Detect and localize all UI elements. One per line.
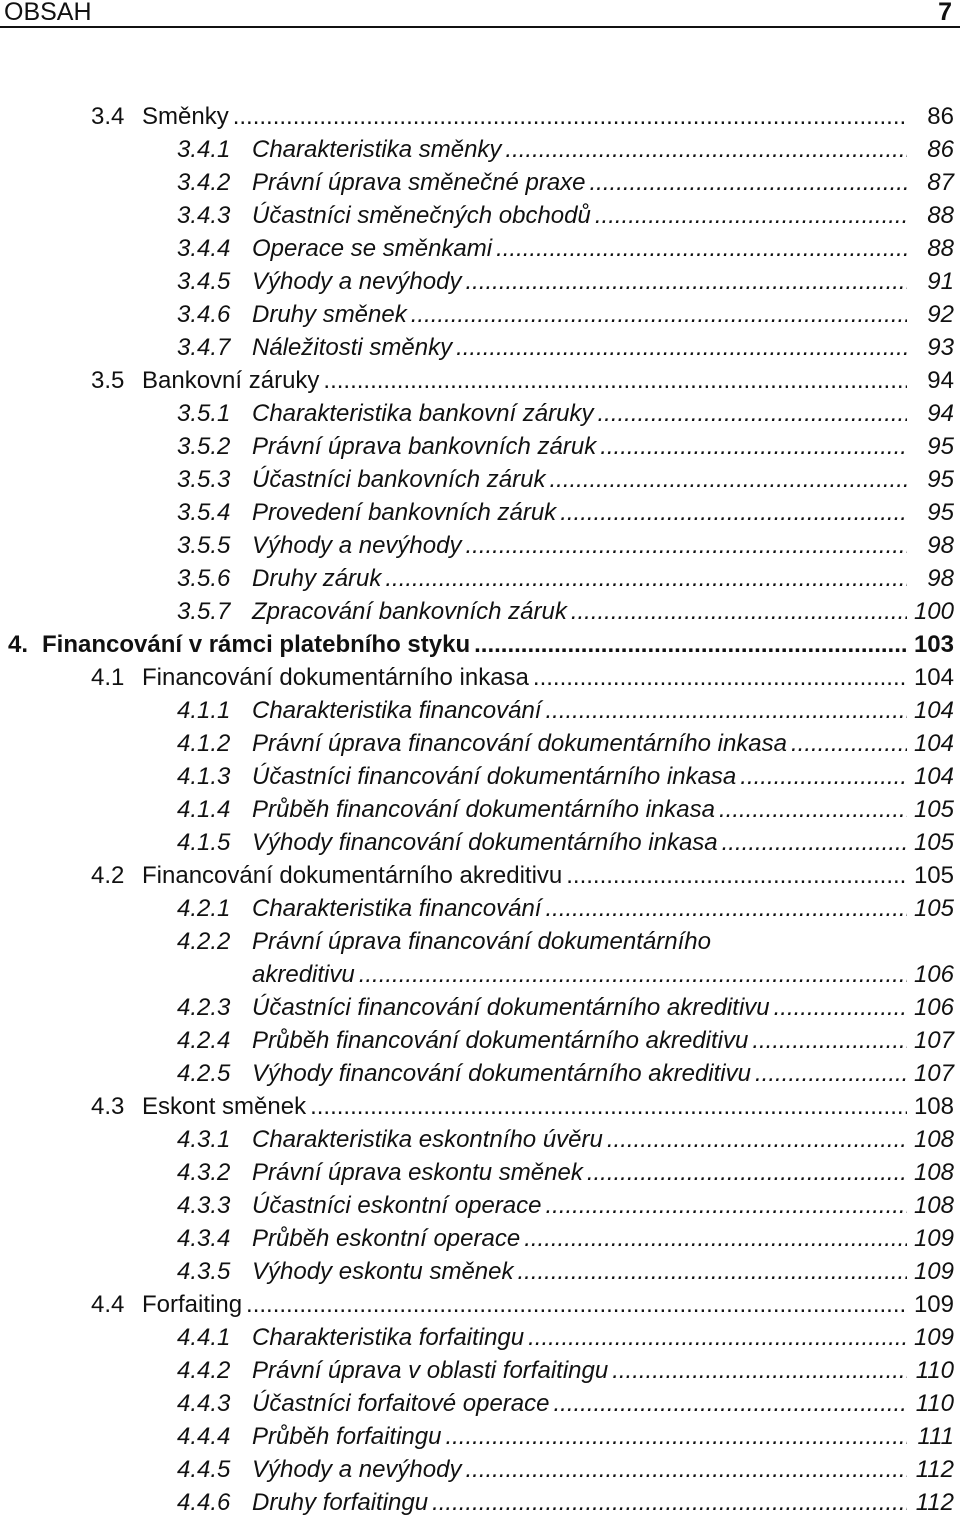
dot-leader	[445, 1420, 907, 1453]
toc-entry-number: 4.3.4	[177, 1225, 231, 1252]
toc-entry[interactable]	[177, 562, 954, 595]
toc-entry-page: 105	[913, 796, 954, 823]
dot-leader	[465, 529, 907, 562]
toc-entry[interactable]	[177, 925, 954, 958]
toc-entry-title: akreditivu	[252, 961, 355, 988]
toc-entry[interactable]	[177, 958, 954, 991]
toc-entry-title: Účastníci eskontní operace	[252, 1192, 542, 1219]
toc-entry-page: 95	[927, 466, 954, 493]
toc-entry-number: 4.2.4	[177, 1027, 231, 1054]
toc-entry-number: 3.4.2	[177, 169, 231, 196]
toc-entry-title: Účastníci směnečných obchodů	[252, 202, 591, 229]
toc-entry-page: 88	[927, 235, 954, 262]
dot-leader	[533, 661, 907, 694]
toc-entry-number: 3.5.2	[177, 433, 231, 460]
toc-entry-title: Bankovní záruky	[142, 367, 320, 394]
toc-entry-title: Průběh financování dokumentárního akreditivu	[252, 1027, 749, 1054]
toc-entry-title: Eskont směnek	[142, 1093, 307, 1120]
toc-entry-page: 109	[913, 1291, 954, 1318]
toc-entry-page: 108	[913, 1159, 954, 1186]
toc-entry-number: 4.1.3	[177, 763, 231, 790]
toc-entry-number: 3.5.1	[177, 400, 231, 427]
toc-entry[interactable]	[177, 1354, 954, 1387]
toc-entry-number: 4.4	[91, 1291, 125, 1318]
toc-entry-page: 105	[913, 895, 954, 922]
toc-entry-page: 95	[927, 499, 954, 526]
toc-entry-number: 4.3.1	[177, 1126, 231, 1153]
dot-leader	[456, 331, 907, 364]
dot-leader	[549, 463, 907, 496]
toc-entry[interactable]	[177, 463, 954, 496]
toc-entry-page: 108	[913, 1126, 954, 1153]
toc-entry-title: Průběh forfaitingu	[252, 1423, 442, 1450]
toc-entry[interactable]	[91, 1090, 954, 1123]
toc-entry[interactable]	[177, 595, 954, 628]
toc-entry-page: 108	[913, 1093, 954, 1120]
toc-entry[interactable]	[177, 397, 954, 430]
toc-entry-page: 112	[915, 1489, 954, 1516]
toc-entry-page: 100	[913, 598, 954, 625]
dot-leader	[595, 199, 907, 232]
dot-leader	[528, 1321, 907, 1354]
toc-entry-number: 3.5.4	[177, 499, 231, 526]
toc-entry[interactable]	[177, 1420, 954, 1453]
toc-entry-title: Charakteristika bankovní záruky	[252, 400, 594, 427]
dot-leader	[474, 628, 907, 661]
toc-entry-number: 3.4.7	[177, 334, 231, 361]
toc-entry-page: 106	[913, 961, 954, 988]
dot-leader	[496, 232, 907, 265]
toc-entry[interactable]	[177, 496, 954, 529]
dot-leader	[566, 859, 907, 892]
toc-entry-number: 4.1.1	[177, 697, 231, 724]
toc-entry-title: Právní úprava směnečné praxe	[252, 169, 586, 196]
toc-entry[interactable]	[177, 793, 954, 826]
toc-entry-page: 110	[915, 1357, 954, 1384]
dot-leader	[774, 991, 907, 1024]
toc-entry-page: 104	[913, 763, 954, 790]
dot-leader	[755, 1057, 907, 1090]
toc-entry-number: 4.2.3	[177, 994, 231, 1021]
toc-entry-title: Charakteristika směnky	[252, 136, 502, 163]
dot-leader	[546, 1189, 908, 1222]
toc-entry-title: Výhody a nevýhody	[252, 1456, 462, 1483]
toc-entry-number: 4.4.3	[177, 1390, 231, 1417]
toc-entry-page: 88	[927, 202, 954, 229]
toc-entry-title: Druhy směnek	[252, 301, 407, 328]
dot-leader	[553, 1387, 907, 1420]
toc-entry-number: 4.4.4	[177, 1423, 231, 1450]
toc-entry-title: Průběh eskontní operace	[252, 1225, 521, 1252]
chapter-title: OBSAH	[4, 0, 92, 26]
toc-entry-page: 104	[913, 664, 954, 691]
toc-entry-title: Účastníci forfaitové operace	[252, 1390, 550, 1417]
toc-entry-page: 104	[913, 697, 954, 724]
toc-entry[interactable]	[177, 529, 954, 562]
toc-entry[interactable]	[8, 628, 954, 661]
toc-entry[interactable]	[177, 298, 954, 331]
toc-entry-title: Provedení bankovních záruk	[252, 499, 557, 526]
toc-entry-number: 3.4.1	[177, 136, 231, 163]
toc-entry-page: 93	[927, 334, 954, 361]
toc-entry[interactable]	[177, 1156, 954, 1189]
dot-leader	[571, 595, 907, 628]
toc-entry[interactable]	[91, 364, 954, 397]
toc-entry-title: Účastníci financování dokumentárního akreditivu	[252, 994, 770, 1021]
dot-leader	[432, 1486, 907, 1519]
toc-entry-number: 4.2	[91, 862, 125, 889]
toc-entry-title: Průběh financování dokumentárního inkasa	[252, 796, 715, 823]
toc-entry-page: 92	[927, 301, 954, 328]
toc-entry[interactable]	[177, 1255, 954, 1288]
dot-leader	[791, 727, 907, 760]
toc-entry-page: 109	[913, 1225, 954, 1252]
toc-entry-title: Výhody financování dokumentárního inkasa	[252, 829, 718, 856]
toc-entry-number: 4.	[8, 631, 29, 658]
toc-entry-number: 4.1.4	[177, 796, 231, 823]
toc-entry-number: 4.1.5	[177, 829, 231, 856]
dot-leader	[752, 1024, 907, 1057]
dot-leader	[612, 1354, 907, 1387]
toc-entry[interactable]	[177, 1387, 954, 1420]
toc-entry-title: Charakteristika forfaitingu	[252, 1324, 525, 1351]
toc-entry-number: 4.2.2	[177, 928, 231, 955]
dot-leader	[465, 265, 907, 298]
toc-entry-title: Právní úprava bankovních záruk	[252, 433, 597, 460]
toc-entry[interactable]	[177, 1486, 954, 1519]
toc-entry-number: 3.5.6	[177, 565, 231, 592]
toc-entry-page: 94	[927, 400, 954, 427]
toc-entry[interactable]	[177, 991, 954, 1024]
toc-entry-page: 109	[913, 1324, 954, 1351]
toc-entry-page: 107	[913, 1027, 954, 1054]
toc-entry[interactable]	[177, 232, 954, 265]
toc-entry-title: Směnky	[142, 103, 229, 130]
toc-entry-number: 4.2.1	[177, 895, 231, 922]
toc-entry-title: Zpracování bankovních záruk	[252, 598, 567, 625]
toc-entry-title: Charakteristika eskontního úvěru	[252, 1126, 603, 1153]
dot-leader	[411, 298, 907, 331]
toc-entry-page: 110	[915, 1390, 954, 1417]
dot-leader	[722, 826, 907, 859]
toc-entry-page: 98	[927, 565, 954, 592]
dot-leader	[233, 100, 907, 133]
toc-entry-page: 112	[915, 1456, 954, 1483]
toc-entry-number: 4.4.2	[177, 1357, 231, 1384]
toc-entry-page: 109	[913, 1258, 954, 1285]
toc-entry[interactable]	[91, 1288, 954, 1321]
toc-entry-number: 3.5.7	[177, 598, 231, 625]
toc-entry-number: 4.1	[91, 664, 125, 691]
toc-entry-title: Výhody a nevýhody	[252, 268, 462, 295]
toc-entry-number: 3.5.5	[177, 532, 231, 559]
toc-entry-title: Druhy záruk	[252, 565, 382, 592]
toc-entry-number: 4.4.1	[177, 1324, 231, 1351]
toc-entry-number: 4.3.2	[177, 1159, 231, 1186]
toc-entry-title: Účastníci bankovních záruk	[252, 466, 546, 493]
toc-entry-number: 3.4.6	[177, 301, 231, 328]
toc-entry[interactable]	[177, 331, 954, 364]
toc-entry-number: 4.4.6	[177, 1489, 231, 1516]
toc-entry-title: Náležitosti směnky	[252, 334, 453, 361]
toc-entry-title: Výhody a nevýhody	[252, 532, 462, 559]
toc-entry-title: Financování dokumentárního inkasa	[142, 664, 529, 691]
toc-entry-title: Charakteristika financování	[252, 895, 542, 922]
toc-entry-page: 108	[913, 1192, 954, 1219]
toc-entry-page: 104	[913, 730, 954, 757]
toc-entry-page: 106	[913, 994, 954, 1021]
toc-entry-number: 4.3	[91, 1093, 125, 1120]
dot-leader	[740, 760, 907, 793]
dot-leader	[587, 1156, 907, 1189]
toc-entry[interactable]	[177, 1123, 954, 1156]
toc-entry-page: 86	[927, 136, 954, 163]
toc-entry[interactable]	[177, 265, 954, 298]
dot-leader	[385, 562, 907, 595]
dot-leader	[560, 496, 907, 529]
toc-entry-number: 3.4	[91, 103, 125, 130]
toc-entry[interactable]	[177, 1057, 954, 1090]
toc-entry-page: 87	[927, 169, 954, 196]
toc-entry-page: 103	[913, 631, 954, 658]
toc-entry[interactable]	[177, 1024, 954, 1057]
toc-entry[interactable]	[177, 892, 954, 925]
toc-entry[interactable]	[177, 133, 954, 166]
toc-entry-number: 3.4.3	[177, 202, 231, 229]
toc-entry[interactable]	[177, 694, 954, 727]
toc-entry-title: Druhy forfaitingu	[252, 1489, 429, 1516]
toc-entry-number: 4.3.5	[177, 1258, 231, 1285]
dot-leader	[310, 1090, 907, 1123]
toc-entry-number: 4.2.5	[177, 1060, 231, 1087]
toc-entry-number: 3.4.4	[177, 235, 231, 262]
dot-leader	[597, 397, 907, 430]
toc-entry-number: 4.3.3	[177, 1192, 231, 1219]
toc-entry-number: 4.4.5	[177, 1456, 231, 1483]
dot-leader	[465, 1453, 907, 1486]
dot-leader	[719, 793, 907, 826]
toc-entry[interactable]	[177, 166, 954, 199]
toc-entry-page: 91	[927, 268, 954, 295]
toc-entry-title: Právní úprava v oblasti forfaitingu	[252, 1357, 609, 1384]
toc-entry-number: 3.4.5	[177, 268, 231, 295]
toc-entry-title: Financování dokumentárního akreditivu	[142, 862, 563, 889]
toc-entry-title: Výhody financování dokumentárního akreditivu	[252, 1060, 751, 1087]
toc-entry-page: 95	[927, 433, 954, 460]
toc-entry-title: Forfaiting	[142, 1291, 243, 1318]
toc-entry-page: 86	[927, 103, 954, 130]
dot-leader	[545, 694, 907, 727]
toc-entry-title: Právní úprava eskontu směnek	[252, 1159, 583, 1186]
toc-entry[interactable]	[177, 199, 954, 232]
toc-entry[interactable]	[177, 1321, 954, 1354]
toc-entry-title: Právní úprava financování dokumentárního	[252, 928, 711, 955]
toc-entry-page: 111	[917, 1423, 954, 1450]
dot-leader	[505, 133, 907, 166]
toc-entry-number: 3.5.3	[177, 466, 231, 493]
toc-entry[interactable]	[177, 1222, 954, 1255]
toc-entry-page: 105	[913, 862, 954, 889]
toc-entry[interactable]	[177, 1453, 954, 1486]
toc-entry-number: 3.5	[91, 367, 125, 394]
toc-entry[interactable]	[177, 826, 954, 859]
toc-entry-page: 98	[927, 532, 954, 559]
toc-entry[interactable]	[91, 661, 954, 694]
toc-entry-title: Financování v rámci platebního styku	[42, 631, 471, 658]
toc-entry-page: 94	[927, 367, 954, 394]
dot-leader	[545, 892, 907, 925]
toc-entry-title: Výhody eskontu směnek	[252, 1258, 514, 1285]
toc-entry-title: Charakteristika financování	[252, 697, 542, 724]
toc-entry-page: 105	[913, 829, 954, 856]
page-number: 7	[938, 0, 952, 26]
dot-leader	[359, 958, 907, 991]
dot-leader	[590, 166, 907, 199]
dot-leader	[246, 1288, 907, 1321]
dot-leader	[323, 364, 907, 397]
toc-entry-page: 107	[913, 1060, 954, 1087]
toc-entry[interactable]	[177, 430, 954, 463]
toc-entry[interactable]	[177, 1189, 954, 1222]
toc-entry-number: 4.1.2	[177, 730, 231, 757]
dot-leader	[517, 1255, 907, 1288]
toc-entry-title: Operace se směnkami	[252, 235, 493, 262]
toc-entry[interactable]	[177, 760, 954, 793]
dot-leader	[524, 1222, 907, 1255]
dot-leader	[600, 430, 907, 463]
dot-leader	[607, 1123, 907, 1156]
toc-entry-title: Účastníci financování dokumentárního inkasa	[252, 763, 737, 790]
toc-entry[interactable]	[177, 727, 954, 760]
toc-entry[interactable]	[91, 100, 954, 133]
page-header	[0, 0, 960, 28]
toc-entry-title: Právní úprava financování dokumentárního inkasa	[252, 730, 787, 757]
toc-entry[interactable]	[91, 859, 954, 892]
